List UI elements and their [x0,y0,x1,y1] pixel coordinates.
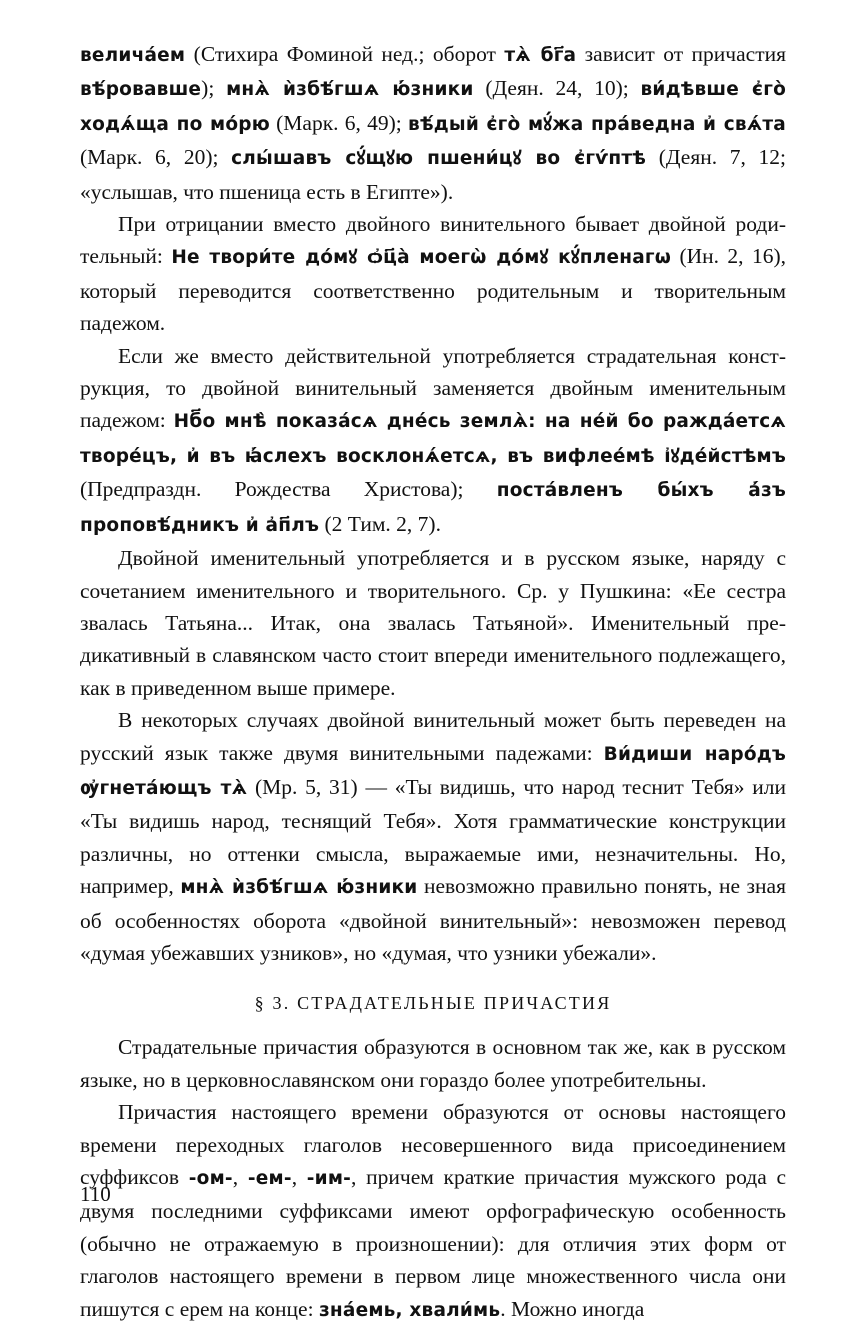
paragraph-p7 [80,1096,786,1327]
paragraph-p4 [80,542,786,704]
church-slavonic-quote: зна́емь, хвали́мь [318,1299,501,1321]
paragraph-p2 [80,208,786,340]
text-run: (2 Тим. 2, 7). [319,511,441,536]
church-slavonic-quote: мнѧ̀ ѝзбѣ́гшѧ ю҆́зники [226,79,474,101]
church-slavonic-quote: тѧ̀ бг҃а [504,45,577,66]
church-slavonic-quote: поста́вленъ бы́хъ а҆́зъ проповѣ́дникъ и҆ а҆п҃лъ [80,480,787,536]
text-run: (Марк. 6, 49); [269,110,409,135]
text-run: ); [201,76,227,101]
text-run: . Можно иногда [500,1296,645,1321]
paragraph-p3 [80,340,786,542]
text-run: Страдательные причастия образуются в основном так же, как в русском языке, но в церковнославянском они гораздо более употребительны. [80,1035,786,1092]
text-run: , причем краткие причастия мужского рода с двумя последними суффиксами имеют орфографическую особенность (обычно не отражаемую в произношении): для отличия этих форм от глаголов настоящего времени в первом лице множественного числа они пишутся с ерем на конце: [80,1165,787,1321]
church-slavonic-quote: Не твори́те до́мꙋ ѻ҆ц҃а̀ моегѡ̀ до́мꙋ кꙋ́пленагѡ [171,247,672,269]
paragraph-p5 [80,704,786,969]
church-slavonic-quote: велича́ем [80,45,186,66]
church-slavonic-quote: -ем- [247,1168,292,1189]
text-run: (Деян. 7, 12; «услышав, что пшеница есть в Египте»). [80,145,787,204]
text-run: (Стихира Фоминой нед.; оборот [185,42,505,66]
text-run: зависит от причастия [576,42,786,66]
body-text-top [80,38,786,969]
text-run: , [291,1165,307,1189]
text-run: Причастия настоящего времени образуются от основы настоящего времени переходных глаголов несовершенного вида присоединением суффиксов [80,1100,786,1189]
text-run: В некоторых случаях двойной винительный может быть переведен на русский язык также двумя винительными падежами: [80,708,786,765]
text-run: (Предпраздн. Рождества Христова); [80,477,497,502]
church-slavonic-quote: слы́шавъ сꙋ́щꙋю пшени́цꙋ во є҆гѵ́птѣ [231,148,647,170]
text-run: Двойной именительный употребляется и в русском языке, наряду с сочетанием именительного и творительного. Ср. у Пушкина: «Ее сестра звалась Татьяна... Итак, она звалась Татьяной». Именительный предикативный в славянском часто стоит впереди именительного подлежащего, как в приведенном выше примере. [80,546,786,700]
church-slavonic-quote: -ом- [188,1168,233,1189]
church-slavonic-quote: вѣ́дый є҆го̀ мꙋ́жа пра́ведна и҆ свѧ́та [408,113,786,135]
text-run: (Мр. 5, 31) — «Ты видишь, что народ теснит Тебя» или «Ты видишь народ, теснящий Тебя». Хотя грамматические конструкции различны, но оттенки смысла, выражаемые ими, незначительны. Но, например, [80,774,787,899]
paragraph-p1 [80,38,786,208]
text-run: , [232,1165,248,1189]
text-run: (Марк. 6, 20); [80,145,232,170]
church-slavonic-quote: Нб҃о мнѣ̀ показа́сѧ дне́сь землѧ̀: на не́й бо ражда́етсѧ творе́цъ, и҆ въ ꙗ҆́слехъ восклонѧ́етсѧ, въ вифлее́мѣ і҆ꙋде́йстѣмъ [80,411,786,467]
section-heading: § 3. СТРАДАТЕЛЬНЫЕ ПРИЧАСТИЯ [254,993,612,1014]
body-text-bottom [80,1031,786,1327]
text-run: (Ин. 2, 16), который переводится соответственно родительным и творительным падежом. [80,244,786,336]
text-run: При отрицании вместо двойного винительного бывает двойной родительный: [80,212,786,269]
text-run: Если же вместо действительной употребляется страдательная конструкция, то двойной винительный заменяется двойным именительным падежом: [80,343,786,433]
paragraph-p6 [80,1031,786,1096]
church-slavonic-quote: мнѧ̀ ѝзбѣ́гшѧ ю҆́зники [180,877,418,899]
church-slavonic-quote: Ви́диши наро́дъ ѹ҆гнета́ющъ тѧ̀ [80,743,786,799]
text-run: (Деян. 24, 10); [473,76,641,101]
page-number: 110 [80,1182,111,1206]
church-slavonic-quote: ви́дѣвше є҆го̀ ходѧ́ща по мо́рю [80,79,786,135]
text-run: невозможно правильно понять, не зная об особенностях оборота «двойной винительный»: невозможен перевод «думая убежавших узников», но «думая, что узники убежали». [80,874,786,965]
church-slavonic-quote: вѣ́ровавше [80,79,202,101]
church-slavonic-quote: -им- [306,1168,352,1189]
